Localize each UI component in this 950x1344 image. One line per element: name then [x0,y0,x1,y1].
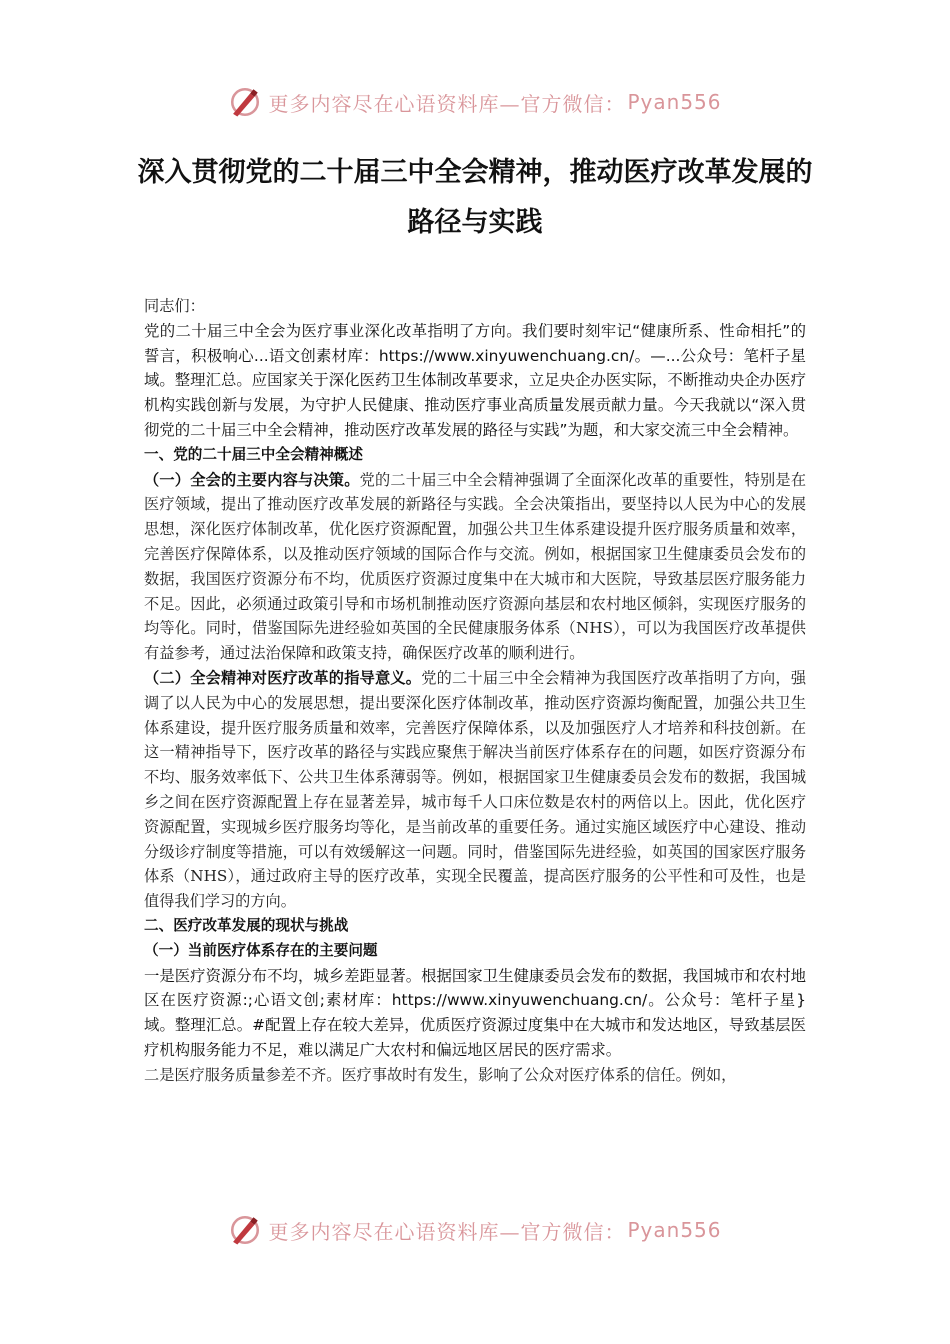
document-body [144,294,806,1088]
section-1-sub-1-text: 党的二十届三中全会精神强调了全面深化改革的重要性，特别是在医疗领域，提出了推动医疗改革发展的新路径与实践。全会决策指出，要坚持以人民为中心的发展思想，深化医疗体制改革，优化医疗资源配置，加强公共卫生体系建设提升医疗服务质量和效率，完善医疗保障体系，以及推动医疗领域的国际合作与交流。例如，根据国家卫生健康委员会发布的数据，我国医疗资源分布不均，优质医疗资源过度集中在大城市和大医院，导致基层医疗服务能力不足。因此，必须通过政策引导和市场机制推动医疗资源向基层和农村地区倾斜，实现医疗服务的均等化。同时，借鉴国际先进经验如英国的全民健康服务体系（NHS），可以为我国医疗改革提供有益参考，通过法治保障和政策支持，确保医疗改革的顺利进行。 [144,470,807,663]
section-1-heading: 一、党的二十届三中全会精神概述 [144,445,363,463]
section-2-point-2: 二是医疗服务质量参差不齐。医疗事故时有发生，影响了公众对医疗体系的信任。例如， [144,1065,737,1084]
section-1-sub-1-lead: （一）全会的主要内容与决策。 [144,470,360,489]
banner-text: 更多内容尽在心语资料库—官方微信： [268,1219,626,1244]
section-1-sub-1-paragraph [144,468,806,666]
document-title: 深入贯彻党的二十届三中全会精神，推动医疗改革发展的路径与实践 [137,157,813,238]
section-2-heading: 二、医疗改革发展的现状与挑战 [144,916,349,934]
footer-banner [0,1210,950,1250]
pen-circle-logo-icon [228,1213,262,1247]
section-1-sub-2-paragraph [144,666,806,914]
pen-circle-logo-icon [228,85,262,119]
banner-text: 更多内容尽在心语资料库—官方微信： [268,91,626,116]
salutation: 同志们： [144,297,205,315]
intro-paragraph: 党的二十届三中全会为医疗事业深化改革指明了方向。我们要时刻牢记“健康所系、性命相托”的誓言，积极响心...语文创素材库：https://www.xinyuwenchuang.cn/。—...公众号：笔杆子星域。整理汇总。应国家关于深化医药卫生体制改革要求，立足央企办医实际，不断推动央企办医疗机构实践创新与发展，为守护人民健康、推动医疗事业高质量发展贡献力量。今天我就以“深入贯彻党的二十届三中全会精神，推动医疗改革发展的路径与实践”为题，和大家交流三中全会精神。 [144,321,806,439]
section-2-point-1: 一是医疗资源分布不均，城乡差距显著。根据国家卫生健康委员会发布的数据，我国城市和农村地区在医疗资源:;心语文创;素材库：https://www.xinyuwenchuang.cn/。公众号：笔杆子星}域。整理汇总。#配置上存在较大差异，优质医疗资源过度集中在大城市和发达地区，导致基层医疗机构服务能力不足，难以满足广大农村和偏远地区居民的医疗需求。 [144,966,806,1059]
banner-wechat-id: Pyan556 [627,90,722,114]
header-banner [0,82,950,122]
banner-wechat-id: Pyan556 [627,1218,722,1242]
section-1-sub-2-lead: （二）全会精神对医疗改革的指导意义。 [144,668,422,687]
section-1-sub-2-text: 党的二十届三中全会精神为我国医疗改革指明了方向，强调了以人民为中心的发展思想，提出要深化医疗体制改革，推动医疗资源均衡配置，加强公共卫生体系建设，提升医疗服务质量和效率，完善医疗保障体系，以及加强医疗人才培养和科技创新。在这一精神指导下，医疗改革的路径与实践应聚焦于解决当前医疗体系存在的问题，如医疗资源分布不均、服务效率低下、公共卫生体系薄弱等。例如，根据国家卫生健康委员会发布的数据，我国城乡之间在医疗资源配置上存在显著差异，城市每千人口床位数是农村的两倍以上。因此，优化医疗资源配置，实现城乡医疗服务均等化，是当前改革的重要任务。通过实施区域医疗中心建设、推动分级诊疗制度等措施，可以有效缓解这一问题。同时，借鉴国际先进经验，如英国的国家医疗服务体系（NHS），通过政府主导的医疗改革，实现全民覆盖，提高医疗服务的公平性和可及性，也是值得我们学习的方向。 [144,668,807,911]
section-2-sub-1-heading: （一）当前医疗体系存在的主要问题 [144,941,378,959]
